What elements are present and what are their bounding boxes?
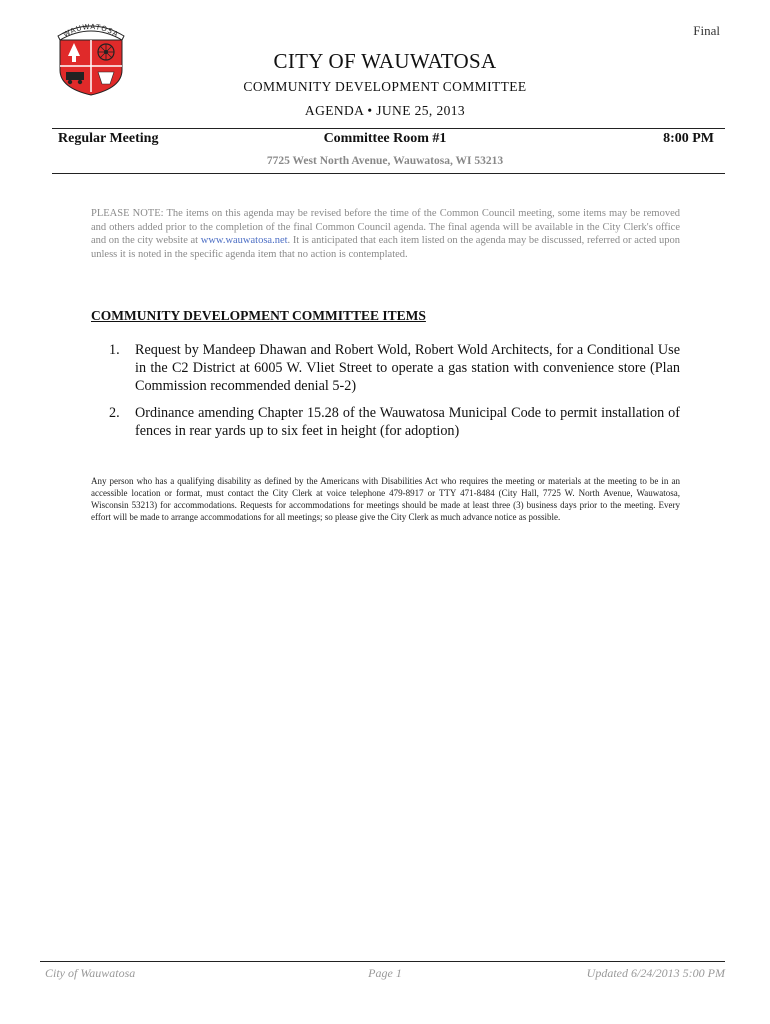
agenda-item-text: Request by Mandeep Dhawan and Robert Wold, Robert Wold Architects, for a Conditional Use in the C2 District at 6005 W. Vliet Street to operate a gas station with convenience store (Plan Commission recommended denial 5-2) [135,342,680,394]
svg-text:WAUWATOSA [62,23,120,39]
notice-text-after: . It is anticipated that each item listed on the agenda may be discussed, referred or acted upon unless it is noted in the specific agenda item that no action is contemplated. [91,235,680,260]
document-status: Final [693,23,720,38]
footer-page-number: Page 1 [368,966,402,980]
meeting-room: Committee Room #1 [323,131,447,146]
footer-city: City of Wauwatosa [45,966,136,980]
notice-text-before: PLEASE NOTE: The items on this agenda may be revised before the time of the Common Council meeting, some items may be removed and others added prior to the completion of the final Common Council agenda. The final agenda will be available in the City Clerk's office and on the city website at [91,208,680,247]
ada-accommodation-notice: Any person who has a qualifying disability as defined by the Americans with Disabilities Act who requires the meeting or materials at the meeting to be in an accessible location or format, must contact the City Clerk at voice telephone 479-8917 or TTY 471-8484 (City Hall, 7725 W. North Avenue, Wauwatosa, Wisconsin 53213) for accommodations. Requests for accommodations for meetings should be made at least three (3) business days prior to the meeting. Every effort will be made to arrange accommodations for all meetings; so please give the City Clerk as much advance notice as possible. [91,476,680,522]
header-divider-top [52,128,725,129]
committee-name: COMMUNITY DEVELOPMENT COMMITTEE [243,79,527,94]
city-title: CITY OF WAUWATOSA [273,49,497,73]
seal-text: WAUWATOSA [62,22,121,40]
agenda-item [109,341,680,395]
agenda-revision-notice [91,207,680,261]
agenda-item-text: Ordinance amending Chapter 15.28 of the Wauwatosa Municipal Code to permit installation of fences in rear yards up to six feet in height (for adoption) [135,405,680,439]
meeting-type: Regular Meeting [58,131,159,146]
footer-updated: Updated 6/24/2013 5:00 PM [586,966,725,980]
agenda-date: AGENDA • JUNE 25, 2013 [304,103,466,118]
meeting-time: 8:00 PM [663,131,714,146]
agenda-item-number: 1. [109,342,120,358]
section-heading: COMMUNITY DEVELOPMENT COMMITTEE ITEMS [91,308,426,323]
header-divider-bottom [52,173,725,174]
footer-divider [40,961,725,962]
city-website-link[interactable]: www.wauwatosa.net [200,235,288,247]
agenda-item-number: 2. [109,405,120,421]
agenda-item [109,404,680,440]
meeting-address: 7725 West North Avenue, Wauwatosa, WI 53213 [266,155,504,167]
